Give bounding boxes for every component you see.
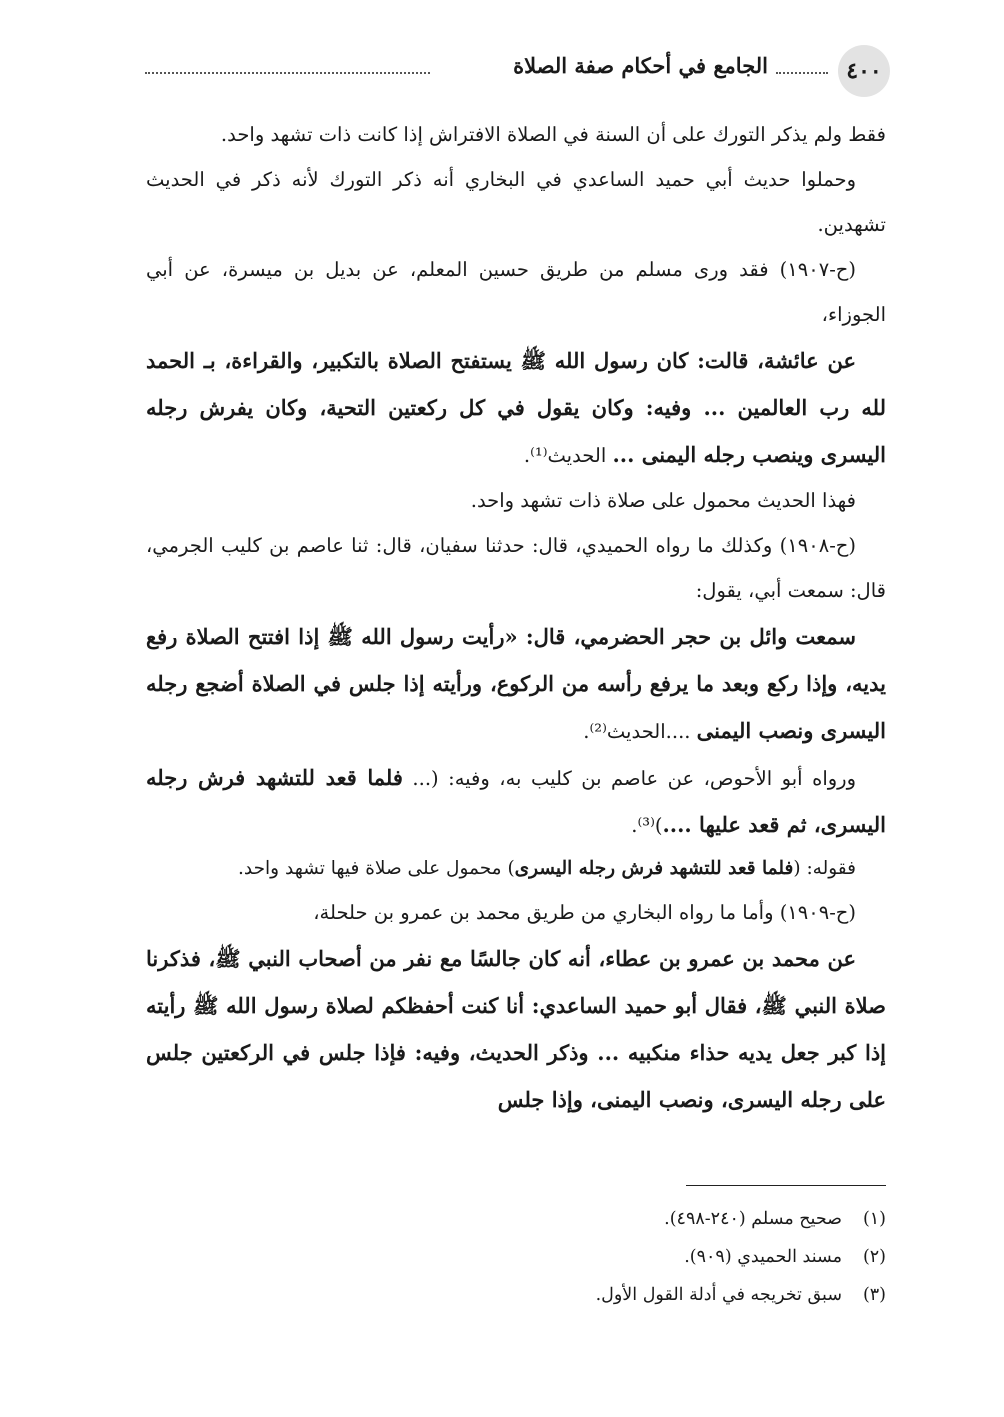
footnote-separator [686, 1185, 886, 1186]
quoted-text: فلما قعد للتشهد فرش رجله اليسرى [514, 858, 794, 879]
hadith-chain: (ح-١٩٠٩) وأما ما رواه البخاري من طريق محمد بن عمرو بن حلحلة، [313, 901, 856, 924]
footnote-number: (١) [862, 1209, 886, 1229]
text-run: فقوله: ( [793, 858, 856, 879]
hadith-matn: سمعت وائل بن حجر الحضرمي، قال: «رأيت رسول الله ﷺ إذا افتتح الصلاة رفع يديه، وإذا ركع وبعد ما يرفع رأسه من الركوع، ورأيته إذا جلس في الصلاة أضجع رجله اليسرى ونصب اليمنى [146, 624, 886, 743]
footnote-text: سبق تخريجه في أدلة القول الأول. [595, 1285, 842, 1305]
hadith-tail: ....الحديث⁽²⁾. [583, 720, 697, 743]
book-title: الجامع في أحكام صفة الصلاة [513, 53, 768, 78]
header-dotted-rule [776, 72, 828, 74]
header-dotted-rule [145, 72, 430, 74]
hadith-text [146, 935, 886, 1123]
footnote-item [146, 1200, 886, 1238]
hadith-matn: عن عائشة، قالت: كان رسول الله ﷺ يستفتح الصلاة بالتكبير، والقراءة، بـ الحمد لله رب العالمين ... وفيه: وكان يقول في كل ركعتين التحية، وكان يفرش رجله اليسرى وينصب رجله اليمنى ... [146, 348, 886, 467]
footnote-text: مسند الحميدي (٩٠٩). [684, 1247, 842, 1267]
footnote-item [146, 1238, 886, 1276]
footnote-number: (٣) [862, 1285, 886, 1305]
hadith-tail: الحديث⁽¹⁾. [523, 444, 613, 467]
footnotes [146, 1200, 886, 1314]
page-number: ٤٠٠ [838, 45, 890, 97]
paragraph: فقط ولم يذكر التورك على أن السنة في الصلاة الافتراش إذا كانت ذات تشهد واحد. [220, 123, 886, 146]
paragraph: فهذا الحديث محمول على صلاة ذات تشهد واحد. [470, 489, 856, 512]
footnote-text: صحيح مسلم (٢٤٠-٤٩٨). [664, 1209, 842, 1229]
footnote-number: (٢) [862, 1247, 886, 1267]
text-run: ) محمول على صلاة فيها تشهد واحد. [238, 858, 515, 879]
hadith-text [146, 613, 886, 754]
footnote-item [146, 1276, 886, 1314]
running-header [145, 40, 890, 100]
text-run: ورواه أبو الأحوص، عن عاصم بن كليب به، وفيه: (... [402, 767, 856, 790]
main-text [146, 112, 886, 1123]
paragraph [146, 754, 886, 848]
quoted-text: فلما قعد للتشهد فرش رجله اليسرى، ثم قعد عليها .... [146, 765, 886, 837]
hadith-matn: عن محمد بن عمرو بن عطاء، أنه كان جالسًا مع نفر من أصحاب النبي ﷺ، فذكرنا صلاة النبي ﷺ، فقال أبو حميد الساعدي: أنا كنت أحفظكم لصلاة رسول الله ﷺ رأيته إذا كبر جعل يديه حذاء منكبيه ... وذكر الحديث، وفيه: فإذا جلس في الركعتين جلس على رجله اليسرى، ونصب اليمنى، وإذا جلس [146, 946, 886, 1112]
hadith-chain: (ح-١٩٠٧) فقد ورى مسلم من طريق حسين المعلم، عن بديل بن ميسرة، عن أبي الجوزاء، [146, 258, 886, 326]
text-run: )⁽³⁾. [631, 814, 663, 837]
paragraph: وحملوا حديث أبي حميد الساعدي في البخاري أنه ذكر التورك لأنه ذكر في الحديث تشهدين. [146, 168, 886, 236]
hadith-chain: (ح-١٩٠٨) وكذلك ما رواه الحميدي، قال: حدثنا سفيان، قال: ثنا عاصم بن كليب الجرمي، قال: سمعت أبي، يقول: [146, 534, 886, 602]
paragraph [146, 848, 886, 890]
hadith-text [146, 337, 886, 478]
